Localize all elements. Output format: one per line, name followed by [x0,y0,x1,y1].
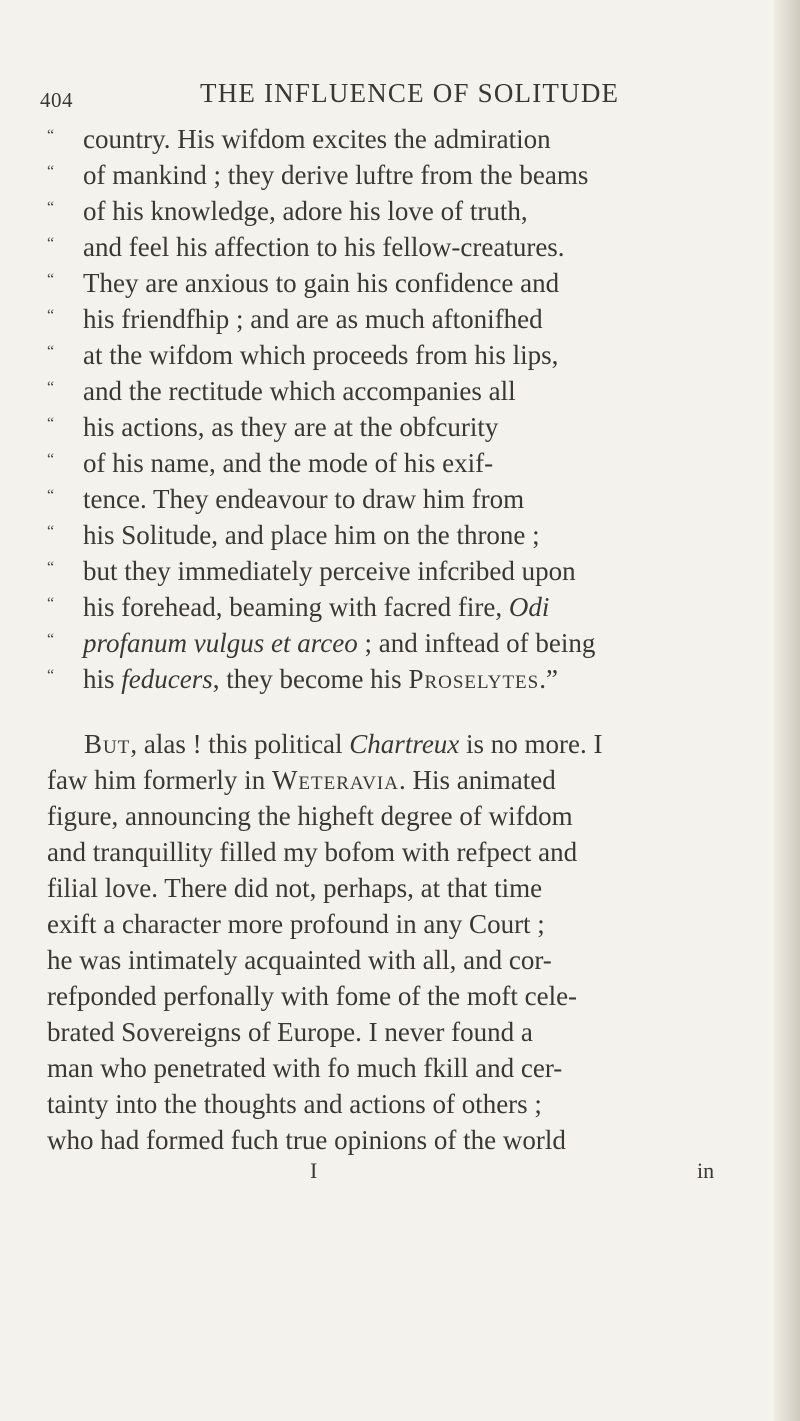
quote-mark: “ [47,199,55,216]
quote-mark: “ [47,235,55,252]
text-run: , alas ! this political [130,729,350,759]
line-text: his Solitude, and place him on the throne ; [83,520,540,550]
quote-mark: “ [47,631,55,648]
text-run: faw him formerly in [47,765,272,795]
page-edge [774,0,800,1421]
line-text [83,625,595,661]
line-text: brated Sovereigns of Europe. I never found a [47,1017,533,1047]
line-text: exift a character more profound in any Court ; [47,909,545,939]
line-text: figure, announcing the higheft degree of wifdom [47,801,573,831]
line-text: tainty into the thoughts and actions of others ; [47,1089,542,1119]
line-text: of mankind ; they derive luftre from the beams [83,160,589,190]
text-line [47,301,737,337]
line-text [83,661,558,697]
line-text: but they immediately perceive infcribed upon [83,556,576,586]
text-line [47,942,737,978]
text-line [47,870,737,906]
quote-mark: “ [47,487,55,504]
small-caps-text: But [84,729,131,759]
text-line [47,726,737,762]
italic-text: feducers [121,664,213,694]
quote-mark: “ [47,451,55,468]
quote-mark: “ [47,127,55,144]
text-run: . His animated [398,765,556,795]
text-line [47,625,737,661]
text-line [47,445,737,481]
text-line [47,409,737,445]
quote-mark: “ [47,271,55,288]
text-line [47,229,737,265]
text-run: , they become his [212,664,409,694]
text-line [47,834,737,870]
text-line [47,121,737,157]
text-line [47,1014,737,1050]
line-text: refponded perfonally with fome of the moft cele- [47,981,578,1011]
line-text: and feel his affection to his fellow-creatures. [83,232,565,262]
small-caps-text: Proselytes [408,664,540,694]
quote-mark: “ [47,343,55,360]
line-text [47,762,556,798]
text-line [47,798,737,834]
catchword: in [697,1158,715,1183]
line-text: he was intimately acquainted with all, and cor- [47,945,552,975]
text-line [47,906,737,942]
signature-mark: I [310,1158,318,1183]
text-line [47,1086,737,1122]
text-line [47,517,737,553]
text-line [47,589,737,625]
text-line [47,1122,737,1158]
quote-mark: “ [47,559,55,576]
line-text: his friendfhip ; and are as much aftonifhed [83,304,543,334]
text-line [47,373,737,409]
page-header [40,74,740,114]
text-line [47,762,737,798]
text-line [47,553,737,589]
text-line [47,978,737,1014]
line-text: and tranquillity filled my bofom with refpect and [47,837,578,867]
page-number: 404 [40,88,73,112]
text-line [47,661,737,697]
quote-mark: “ [47,379,55,396]
line-text: of his knowledge, adore his love of truth, [83,196,528,226]
text-line [47,1050,737,1086]
text-run: ; and inftead of being [357,628,596,658]
text-run: .” [539,664,558,694]
text-line [47,265,737,301]
text-line [47,481,737,517]
quote-mark: “ [47,523,55,540]
line-text: his actions, as they are at the obfcurity [83,412,499,442]
text-line [47,157,737,193]
text-run: is no more. I [459,729,603,759]
line-text: at the wifdom which proceeds from his lips, [83,340,559,370]
line-text [84,726,603,762]
line-text: country. His wifdom excites the admiration [83,124,551,154]
latin-quotation: profanum vulgus et arceo [83,628,358,658]
line-text: of his name, and the mode of his exif- [83,448,494,478]
quote-mark: “ [47,415,55,432]
quote-mark: “ [47,163,55,180]
quote-mark: “ [47,307,55,324]
line-text: man who penetrated with fo much fkill and cer- [47,1053,563,1083]
quote-mark: “ [47,595,55,612]
line-text: who had formed fuch true opinions of the world [47,1125,566,1155]
line-text: filial love. There did not, perhaps, at that time [47,873,543,903]
text-line [47,337,737,373]
text-run: his [83,664,122,694]
line-text: They are anxious to gain his confidence and [83,268,560,298]
running-head: THE INFLUENCE OF SOLITUDE [200,78,620,108]
text-run: his forehead, beaming with facred fire, [83,592,509,622]
line-text [83,589,549,625]
line-text: and the rectitude which accompanies all [83,376,516,406]
italic-text: Odi [508,592,550,622]
text-line [47,193,737,229]
small-caps-text: Weteravia [271,765,399,795]
italic-text: Chartreux [349,729,460,759]
quote-mark: “ [47,667,55,684]
line-text: tence. They endeavour to draw him from [83,484,525,514]
